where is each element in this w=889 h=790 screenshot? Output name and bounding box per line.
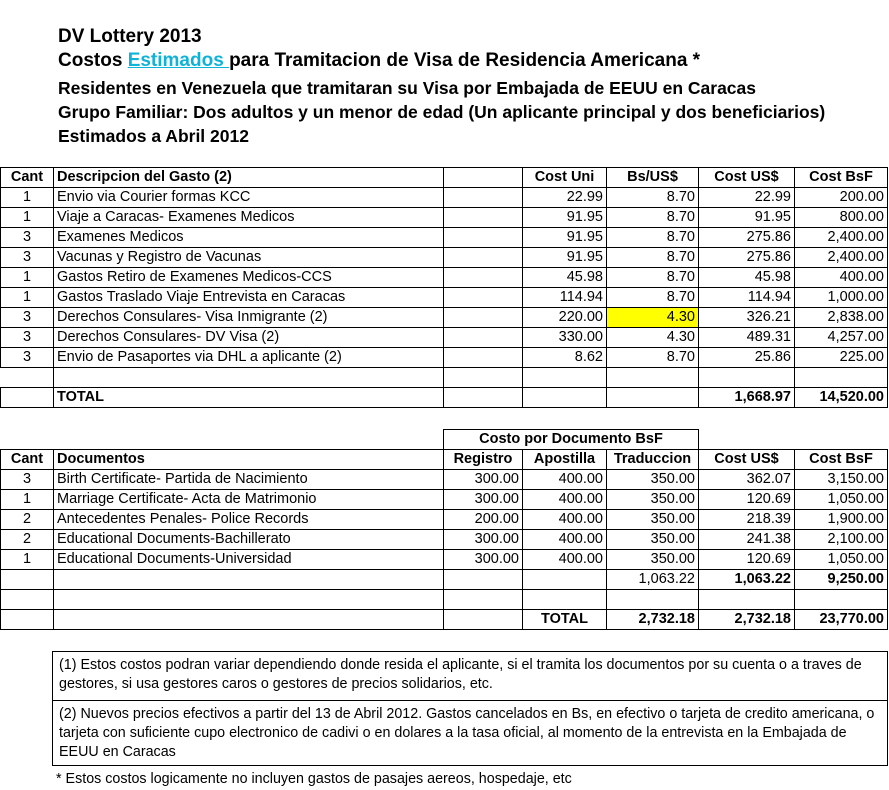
empty-cell (607, 368, 699, 388)
rate-cell: 8.70 (607, 268, 699, 288)
title-dv-lottery: DV Lottery 2013 (58, 26, 202, 47)
cant-cell: 3 (1, 228, 54, 248)
col-header-bs-us: Bs/US$ (607, 168, 699, 188)
grand-total-bsf: 23,770.00 (795, 610, 888, 630)
apostilla-cell: 400.00 (523, 530, 607, 550)
total-label: TOTAL (54, 388, 444, 408)
cost-bsf-cell: 200.00 (795, 188, 888, 208)
empty-cell (54, 430, 444, 450)
empty-cell (444, 228, 523, 248)
table-row (1, 208, 888, 228)
col-header-cost-bsf: Cost BsF (795, 168, 888, 188)
registro-cell: 300.00 (444, 490, 523, 510)
cost-usd-cell: 218.39 (699, 510, 795, 530)
rate-cell: 4.30 (607, 328, 699, 348)
grand-total-usd: 2,732.18 (699, 610, 795, 630)
cost-uni-cell: 91.95 (523, 248, 607, 268)
table-row (1, 248, 888, 268)
cant-cell: 1 (1, 188, 54, 208)
traduccion-cell: 350.00 (607, 490, 699, 510)
empty-cell (607, 590, 699, 610)
table-row (1, 188, 888, 208)
subtitle-grupo-familiar: Grupo Familiar: Dos adultos y un menor de edad (Un aplicante principal y dos beneficiarios) (58, 102, 826, 122)
empty-cell (1, 570, 54, 590)
registro-cell: 300.00 (444, 530, 523, 550)
registro-cell: 200.00 (444, 510, 523, 530)
empty-cell (699, 368, 795, 388)
cost-bsf-cell: 3,150.00 (795, 470, 888, 490)
cost-usd-cell: 120.69 (699, 490, 795, 510)
cost-usd-cell: 25.86 (699, 348, 795, 368)
cost-bsf-cell: 800.00 (795, 208, 888, 228)
empty-cell (1, 430, 54, 450)
rate-cell: 8.70 (607, 208, 699, 228)
cost-usd-cell: 489.31 (699, 328, 795, 348)
empty-row (1, 590, 888, 610)
total-bsf: 14,520.00 (795, 388, 888, 408)
table-row (1, 490, 888, 510)
empty-cell (523, 590, 607, 610)
cost-bsf-cell: 1,000.00 (795, 288, 888, 308)
cost-header-row (1, 168, 888, 188)
traduccion-cell: 350.00 (607, 470, 699, 490)
subtotal-usd: 1,063.22 (699, 570, 795, 590)
empty-cell (795, 430, 888, 450)
cant-cell: 3 (1, 470, 54, 490)
table-row (1, 308, 888, 328)
title-costos-prefix: Costos (58, 50, 128, 71)
docs-header-row (1, 450, 888, 470)
col-header-descripcion: Descripcion del Gasto (2) (54, 168, 444, 188)
subtotal-traduccion: 1,063.22 (607, 570, 699, 590)
table-row (1, 348, 888, 368)
cost-uni-cell: 8.62 (523, 348, 607, 368)
cost-bsf-cell: 2,100.00 (795, 530, 888, 550)
cost-usd-cell: 241.38 (699, 530, 795, 550)
empty-cell (1, 610, 54, 630)
empty-cell (444, 168, 523, 188)
table-row (1, 228, 888, 248)
empty-cell (444, 268, 523, 288)
document-cell: Marriage Certificate- Acta de Matrimonio (54, 490, 444, 510)
cost-bsf-cell: 400.00 (795, 268, 888, 288)
cant-cell: 3 (1, 248, 54, 268)
col-header-cost-usd: Cost US$ (699, 450, 795, 470)
cost-usd-cell: 91.95 (699, 208, 795, 228)
cant-cell: 3 (1, 328, 54, 348)
costo-por-documento-header: Costo por Documento BsF (444, 430, 699, 450)
rate-cell: 8.70 (607, 188, 699, 208)
cant-cell: 1 (1, 490, 54, 510)
apostilla-cell: 400.00 (523, 510, 607, 530)
empty-cell (444, 208, 523, 228)
empty-cell (523, 388, 607, 408)
empty-cell (54, 590, 444, 610)
cant-cell: 1 (1, 268, 54, 288)
cost-usd-cell: 275.86 (699, 228, 795, 248)
subtitle-residentes: Residentes en Venezuela que tramitaran su Visa por Embajada de EEUU en Caracas (58, 78, 757, 98)
empty-cell (444, 328, 523, 348)
col-header-cant: Cant (1, 168, 54, 188)
table-row (1, 510, 888, 530)
cost-uni-cell: 91.95 (523, 228, 607, 248)
col-header-cost-bsf: Cost BsF (795, 450, 888, 470)
apostilla-cell: 400.00 (523, 470, 607, 490)
note-1: (1) Estos costos podran variar dependiendo donde resida el aplicante, si el tramita los documentos por su cuenta o a traves de gestores, si usa gestores caros o gestores de precios solidarios, etc. (52, 651, 888, 701)
table-row (1, 530, 888, 550)
subtotal-bsf: 9,250.00 (795, 570, 888, 590)
cant-cell: 3 (1, 348, 54, 368)
cant-cell: 3 (1, 308, 54, 328)
registro-cell: 300.00 (444, 550, 523, 570)
docs-subtotal-row (1, 570, 888, 590)
table-row (1, 288, 888, 308)
rate-cell: 8.70 (607, 228, 699, 248)
empty-cell (54, 570, 444, 590)
cost-bsf-cell: 1,050.00 (795, 550, 888, 570)
empty-cell (444, 570, 523, 590)
cost-bsf-cell: 1,050.00 (795, 490, 888, 510)
empty-cell (1, 368, 54, 388)
description-cell: Envio de Pasaportes via DHL a aplicante (2) (54, 348, 444, 368)
empty-cell (444, 308, 523, 328)
cost-bsf-cell: 2,838.00 (795, 308, 888, 328)
empty-cell (523, 368, 607, 388)
empty-cell (607, 388, 699, 408)
rate-cell-highlighted: 4.30 (607, 308, 699, 328)
footnote: * Estos costos logicamente no incluyen gastos de pasajes aereos, hospedaje, etc (56, 771, 572, 787)
col-header-traduccion: Traduccion (607, 450, 699, 470)
empty-cell (444, 388, 523, 408)
document-cell: Birth Certificate- Partida de Nacimiento (54, 470, 444, 490)
empty-cell (1, 590, 54, 610)
table-row (1, 328, 888, 348)
cost-uni-cell: 330.00 (523, 328, 607, 348)
empty-row (1, 368, 888, 388)
description-cell: Derechos Consulares- DV Visa (2) (54, 328, 444, 348)
col-header-registro: Registro (444, 450, 523, 470)
empty-cell (444, 288, 523, 308)
traduccion-cell: 350.00 (607, 550, 699, 570)
description-cell: Gastos Traslado Viaje Entrevista en Caracas (54, 288, 444, 308)
traduccion-cell: 350.00 (607, 530, 699, 550)
empty-cell (444, 248, 523, 268)
empty-cell (54, 610, 444, 630)
rate-cell: 8.70 (607, 288, 699, 308)
apostilla-cell: 400.00 (523, 490, 607, 510)
cost-bsf-cell: 225.00 (795, 348, 888, 368)
description-cell: Envio via Courier formas KCC (54, 188, 444, 208)
grand-total-row (1, 610, 888, 630)
empty-cell (54, 368, 444, 388)
empty-cell (795, 368, 888, 388)
col-header-cant: Cant (1, 450, 54, 470)
title-costos-suffix: para Tramitacion de Visa de Residencia Americana * (229, 50, 701, 71)
cost-uni-cell: 114.94 (523, 288, 607, 308)
cant-cell: 2 (1, 510, 54, 530)
cant-cell: 1 (1, 288, 54, 308)
cant-cell: 2 (1, 530, 54, 550)
table-row (1, 470, 888, 490)
cost-uni-cell: 45.98 (523, 268, 607, 288)
docs-group-header-row (1, 430, 888, 450)
subtitle-estimados-fecha: Estimados a Abril 2012 (58, 126, 249, 146)
description-cell: Derechos Consulares- Visa Inmigrante (2) (54, 308, 444, 328)
rate-cell: 8.70 (607, 248, 699, 268)
cost-usd-cell: 120.69 (699, 550, 795, 570)
document-cell: Antecedentes Penales- Police Records (54, 510, 444, 530)
cost-bsf-cell: 2,400.00 (795, 248, 888, 268)
note-2: (2) Nuevos precios efectivos a partir del 13 de Abril 2012. Gastos cancelados en Bs, en efectivo o tarjeta de credito americana, o tarjeta con suficiente cupo electronico de cadivi o en dolares a la tasa oficial, al momento de la entrevista en la Embajada de EEUU en Caracas (52, 700, 888, 766)
cost-uni-cell: 91.95 (523, 208, 607, 228)
cost-total-row (1, 388, 888, 408)
cost-bsf-cell: 4,257.00 (795, 328, 888, 348)
documents-table (0, 429, 888, 630)
cost-bsf-cell: 1,900.00 (795, 510, 888, 530)
col-header-apostilla: Apostilla (523, 450, 607, 470)
cost-usd-cell: 45.98 (699, 268, 795, 288)
registro-cell: 300.00 (444, 470, 523, 490)
col-header-cost-usd: Cost US$ (699, 168, 795, 188)
description-cell: Gastos Retiro de Examenes Medicos-CCS (54, 268, 444, 288)
empty-cell (699, 430, 795, 450)
document-cell: Educational Documents-Bachillerato (54, 530, 444, 550)
cost-usd-cell: 22.99 (699, 188, 795, 208)
empty-cell (444, 368, 523, 388)
empty-cell (444, 348, 523, 368)
description-cell: Vacunas y Registro de Vacunas (54, 248, 444, 268)
document-cell: Educational Documents-Universidad (54, 550, 444, 570)
cost-uni-cell: 220.00 (523, 308, 607, 328)
col-header-documentos: Documentos (54, 450, 444, 470)
total-usd: 1,668.97 (699, 388, 795, 408)
title-costos (58, 50, 700, 72)
rate-cell: 8.70 (607, 348, 699, 368)
empty-cell (444, 188, 523, 208)
cant-cell: 1 (1, 208, 54, 228)
cost-usd-cell: 114.94 (699, 288, 795, 308)
apostilla-cell: 400.00 (523, 550, 607, 570)
empty-cell (699, 590, 795, 610)
traduccion-cell: 350.00 (607, 510, 699, 530)
grand-total-label: TOTAL (523, 610, 607, 630)
cost-uni-cell: 22.99 (523, 188, 607, 208)
grand-total-traduccion: 2,732.18 (607, 610, 699, 630)
cost-usd-cell: 275.86 (699, 248, 795, 268)
estimados-link[interactable]: Estimados (127, 50, 230, 71)
description-cell: Viaje a Caracas- Examenes Medicos (54, 208, 444, 228)
table-row (1, 268, 888, 288)
cost-table (0, 167, 888, 408)
cost-usd-cell: 326.21 (699, 308, 795, 328)
cost-usd-cell: 362.07 (699, 470, 795, 490)
cost-bsf-cell: 2,400.00 (795, 228, 888, 248)
empty-cell (1, 388, 54, 408)
col-header-cost-uni: Cost Uni (523, 168, 607, 188)
cant-cell: 1 (1, 550, 54, 570)
table-row (1, 550, 888, 570)
empty-cell (444, 590, 523, 610)
empty-cell (795, 590, 888, 610)
empty-cell (523, 570, 607, 590)
empty-cell (444, 610, 523, 630)
description-cell: Examenes Medicos (54, 228, 444, 248)
